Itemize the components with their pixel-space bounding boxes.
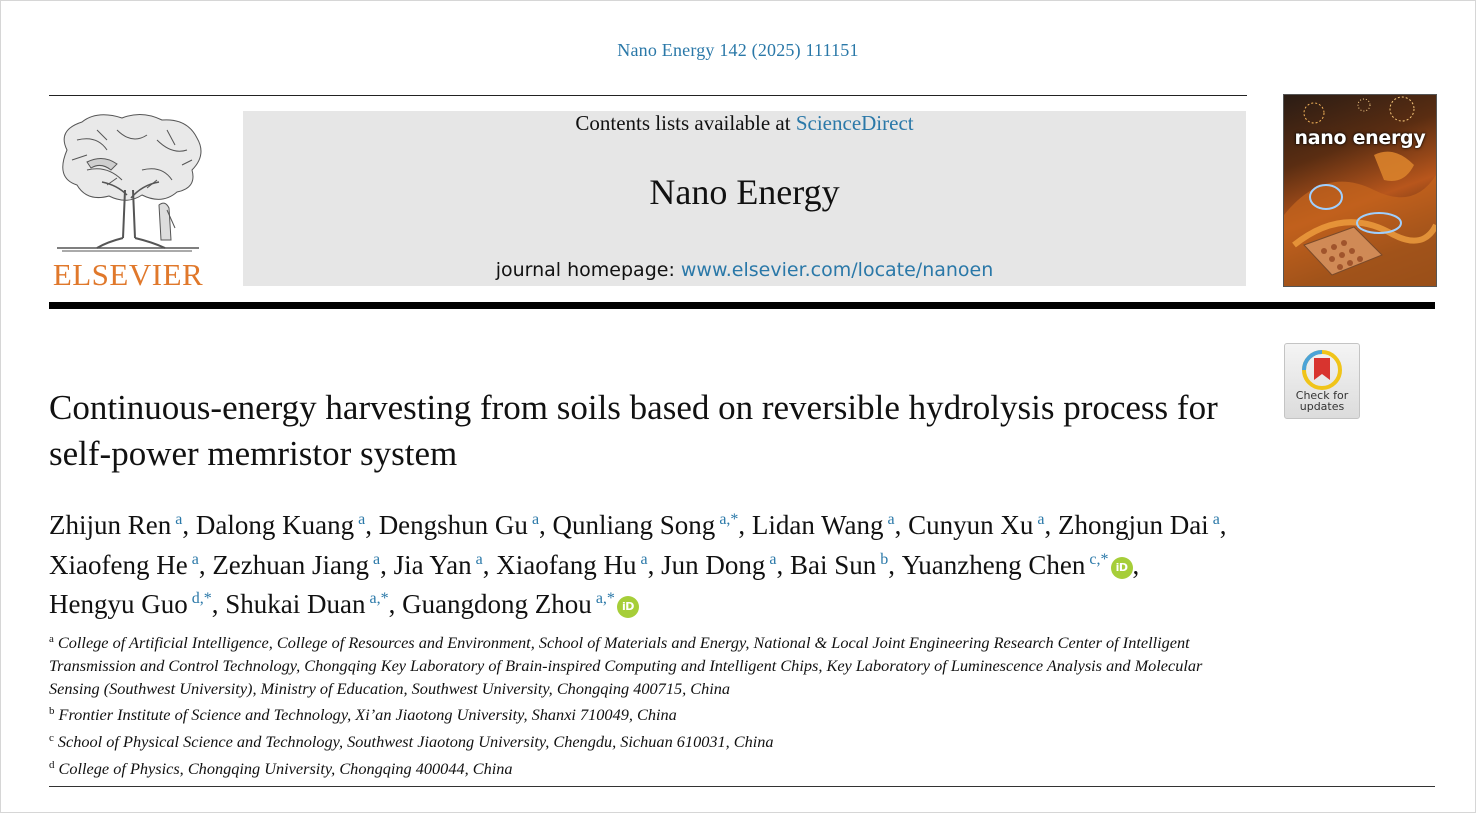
- homepage-prefix: journal homepage:: [495, 259, 681, 281]
- author-separator: ,: [539, 510, 553, 540]
- elsevier-wordmark: ELSEVIER: [52, 257, 204, 292]
- author-affiliation-marker[interactable]: b: [880, 550, 889, 568]
- author-name[interactable]: Xiaofang Hu: [496, 549, 637, 580]
- author-affiliation-marker[interactable]: a: [1037, 511, 1045, 528]
- author-separator: ,: [738, 510, 752, 540]
- elsevier-logo[interactable]: [47, 110, 209, 292]
- masthead-rule: [49, 302, 1435, 309]
- journal-homepage-link[interactable]: www.elsevier.com/locate/nanoen: [680, 259, 994, 281]
- cover-title: nano energy: [1294, 127, 1426, 149]
- author-name[interactable]: Xiaofeng He: [49, 549, 188, 580]
- author-name[interactable]: Qunliang Song: [552, 510, 716, 540]
- affiliation-item: [49, 700, 1249, 727]
- author-affiliation-marker[interactable]: d,*: [191, 590, 212, 607]
- author-entry[interactable]: [225, 589, 402, 619]
- author-separator: ,: [647, 549, 662, 580]
- author-affiliation-marker[interactable]: a: [1212, 511, 1220, 528]
- author-name[interactable]: Bai Sun: [789, 549, 877, 580]
- footer-rule: [49, 786, 1435, 787]
- author-entry[interactable]: [496, 550, 661, 580]
- journal-masthead: [243, 111, 1246, 286]
- author-name[interactable]: Guangdong Zhou: [402, 589, 592, 619]
- author-entry[interactable]: [1058, 510, 1227, 540]
- author-entry[interactable]: [553, 510, 752, 540]
- author-entry[interactable]: [752, 510, 908, 540]
- check-for-updates-button[interactable]: [1284, 343, 1360, 419]
- author-affiliation-marker[interactable]: a: [358, 511, 366, 528]
- affiliation-item: [49, 628, 1249, 700]
- author-affiliation-marker[interactable]: a: [531, 511, 540, 528]
- author-name[interactable]: Hengyu Guo: [49, 589, 188, 619]
- author-affiliation-marker[interactable]: a: [640, 550, 648, 568]
- author-affiliation-marker[interactable]: a,*: [595, 590, 615, 607]
- author-list: [49, 503, 1269, 622]
- author-separator: ,: [211, 589, 226, 619]
- author-affiliation-marker[interactable]: a: [175, 511, 183, 528]
- author-entry[interactable]: [212, 550, 393, 580]
- author-name[interactable]: Jia Yan: [393, 549, 472, 580]
- author-entry[interactable]: [902, 550, 1140, 580]
- header-rule: [49, 95, 1247, 96]
- author-separator: ,: [888, 549, 902, 580]
- journal-citation[interactable]: [0, 40, 1476, 61]
- sciencedirect-link[interactable]: ScienceDirect: [795, 111, 914, 135]
- tree-of-knowledge-icon: [47, 110, 209, 255]
- check-for-updates-line1: Check for: [1295, 389, 1349, 402]
- author-affiliation-marker[interactable]: a: [373, 550, 381, 568]
- author-entry[interactable]: [49, 589, 225, 619]
- author-affiliation-marker[interactable]: a: [887, 511, 895, 528]
- author-entry[interactable]: [379, 510, 553, 540]
- author-entry[interactable]: [790, 550, 902, 580]
- affiliation-item: [49, 727, 1249, 754]
- author-affiliation-marker[interactable]: a: [475, 550, 483, 568]
- journal-homepage-line: [243, 259, 1246, 281]
- affiliation-item: [49, 754, 1249, 781]
- orcid-icon[interactable]: iD: [1111, 557, 1133, 579]
- author-affiliation-marker[interactable]: a,*: [369, 590, 389, 607]
- author-separator: ,: [1044, 510, 1058, 540]
- affiliation-text: College of Artificial Intelligence, College of Resources and Environment, School of Materials and Energy, National & Local Joint Engineering Research Center of Intelligent Transmission and Control Technology, Chongqing Key Laboratory of Brain-inspired Computing and Intelligent Chips, Key Laboratory of Luminescence Analysis and Molecular Sensing (Southwest University), Ministry of Education, Southwest University, Chongqing 400715, China: [49, 633, 1203, 698]
- bookmark-check-icon: [1300, 350, 1344, 390]
- author-entry[interactable]: [402, 589, 639, 619]
- author-name[interactable]: Jun Dong: [661, 549, 766, 580]
- author-affiliation-marker[interactable]: a: [769, 550, 777, 568]
- author-entry[interactable]: [49, 510, 196, 540]
- author-name[interactable]: Dengshun Gu: [378, 510, 528, 540]
- author-separator: ,: [894, 510, 909, 540]
- author-name[interactable]: Zezhuan Jiang: [212, 549, 369, 580]
- affiliation-list: [49, 628, 1249, 781]
- citation-link[interactable]: Nano Energy 142 (2025) 111151: [617, 40, 859, 60]
- author-entry[interactable]: [49, 550, 212, 580]
- author-name[interactable]: Yuanzheng Chen: [901, 549, 1086, 580]
- author-name[interactable]: Dalong Kuang: [195, 510, 355, 540]
- author-name[interactable]: Cunyun Xu: [908, 510, 1034, 540]
- author-separator: ,: [1132, 549, 1140, 580]
- affiliation-key: b: [49, 705, 55, 718]
- check-for-updates-line2: updates: [1299, 400, 1345, 413]
- affiliation-text: Frontier Institute of Science and Technology, Xi’an Jiaotong University, Shanxi 710049, China: [58, 705, 677, 725]
- affiliation-key: a: [49, 633, 54, 645]
- author-affiliation-marker[interactable]: c,*: [1089, 550, 1109, 568]
- author-separator: ,: [198, 549, 213, 580]
- author-name[interactable]: Zhongjun Dai: [1057, 510, 1209, 540]
- author-entry[interactable]: [196, 510, 379, 540]
- author-entry[interactable]: [908, 510, 1058, 540]
- author-separator: ,: [182, 510, 196, 540]
- contents-prefix: Contents lists available at: [575, 111, 796, 135]
- author-name[interactable]: Shukai Duan: [225, 589, 366, 619]
- orcid-icon[interactable]: iD: [617, 596, 639, 618]
- author-separator: ,: [365, 510, 379, 540]
- author-name[interactable]: Lidan Wang: [751, 510, 884, 540]
- contents-available-line: [243, 111, 1246, 136]
- cover-art: [1284, 95, 1436, 286]
- affiliation-key: d: [49, 758, 55, 771]
- journal-name: Nano Energy: [649, 172, 840, 212]
- article-title: Continuous-energy harvesting from soils based on reversible hydrolysis process for self-power memristor system: [49, 388, 1218, 473]
- author-separator: ,: [388, 589, 403, 619]
- check-for-updates-label: [1285, 390, 1359, 412]
- affiliation-key: c: [49, 732, 54, 745]
- author-separator: ,: [482, 549, 497, 580]
- affiliation-text: School of Physical Science and Technology, Southwest Jiaotong University, Chengdu, Sichuan 610031, China: [57, 732, 774, 752]
- author-separator: ,: [776, 549, 790, 580]
- author-separator: ,: [380, 549, 394, 580]
- author-entry[interactable]: [394, 550, 497, 580]
- author-name[interactable]: Zhijun Ren: [49, 510, 172, 540]
- author-separator: ,: [1219, 510, 1227, 540]
- author-affiliation-marker[interactable]: a: [191, 550, 199, 568]
- affiliation-text: College of Physics, Chongqing University, Chongqing 400044, China: [58, 758, 513, 778]
- journal-cover-image[interactable]: [1283, 94, 1437, 287]
- author-entry[interactable]: [661, 550, 790, 580]
- author-affiliation-marker[interactable]: a,*: [719, 511, 739, 528]
